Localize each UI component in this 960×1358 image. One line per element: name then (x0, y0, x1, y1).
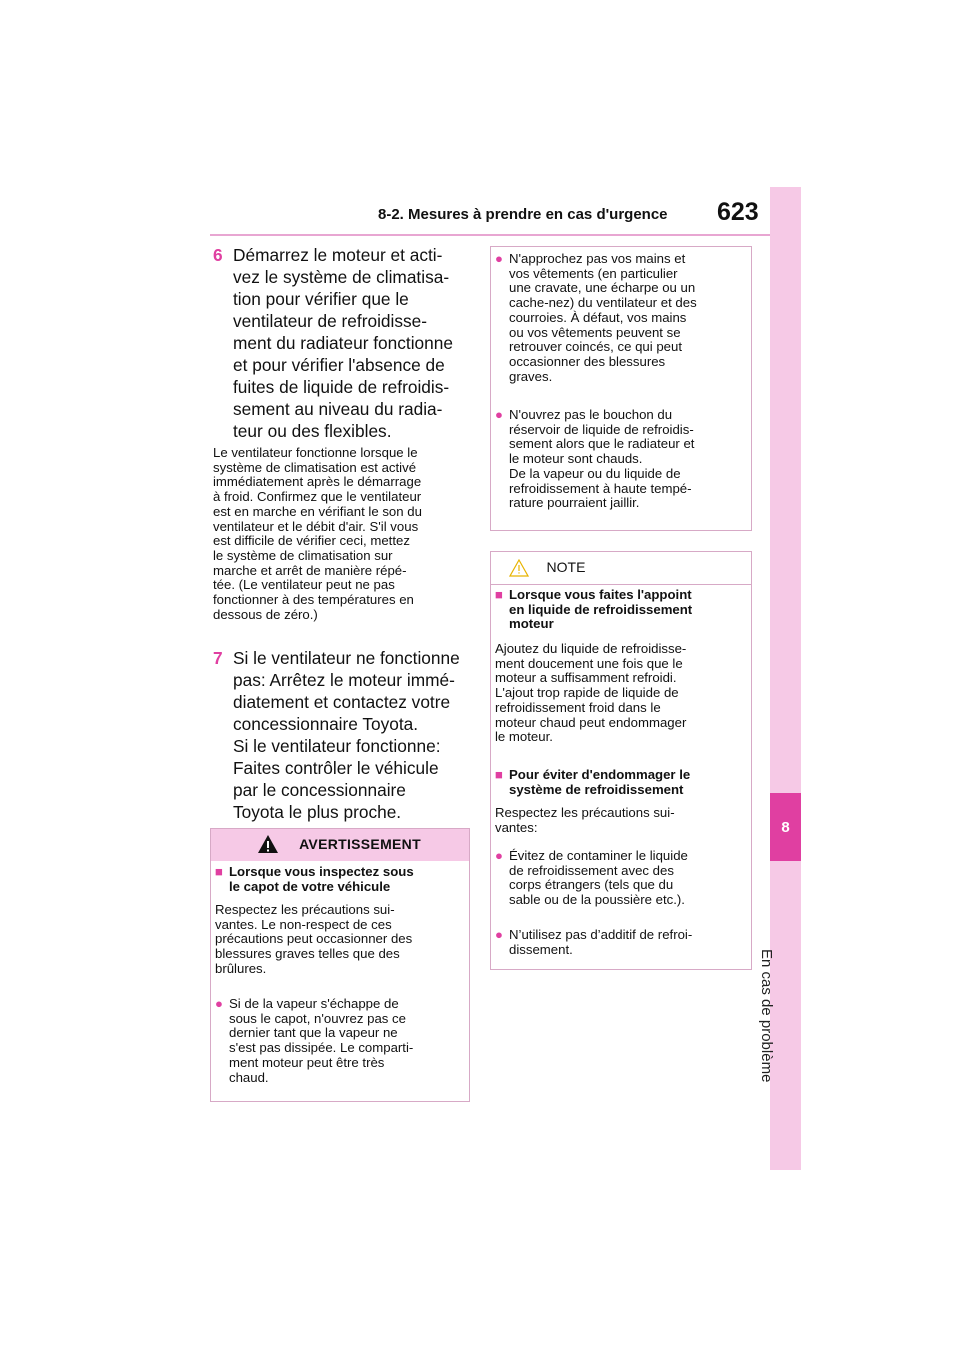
note-heading-1-text: Lorsque vous faites l'appoint en liquide de refroidissement moteur (509, 587, 693, 632)
warning-bullet-3-text: N'ouvrez pas le bouchon du réservoir de liquide de refroidis- sement alors que le radiateur et le moteur sont chauds. De la vapeur ou du liquide de refroidissement à haute tempé- rature pourraient jaillir. (509, 407, 695, 511)
note-bullet-1 (495, 849, 747, 908)
warning-intro: Respectez les précautions sui- vantes. Le non-respect de ces précautions peut occasionner des blessures graves telles que des brûlures. (215, 902, 413, 976)
note-divider (491, 584, 751, 585)
note-heading-1 (495, 588, 747, 632)
note-bullet-1-text: Évitez de contaminer le liquide de refroidissement avec des corps étrangers (tels que du sable ou de la poussière etc.). (509, 848, 688, 908)
step-number: 6 (213, 245, 223, 265)
note-paragraph-1: Ajoutez du liquide de refroidisse- ment doucement une fois que le moteur a suffisamment refroidi. L'ajout trop rapide de liquide de refroidissement froid dans le moteur chaud peut endommager le moteur. (495, 641, 687, 745)
chapter-label (758, 876, 798, 1146)
warning-bullet-2 (495, 252, 747, 384)
step-6-note: Le ventilateur fonctionne lorsque le système de climatisation est activé immédiatement après le démarrage à froid. Confirmez que le ventilateur est en marche en vérifiant le son du ventilateur et le débit d'air. S'il vous est difficile de vérifier ceci, mettez le système de climatisation sur marche et arrêt de manière répé- tée. (Le ventilateur peut ne pas fonctionner à des températures en dessous de zéro.) (213, 445, 422, 622)
chapter-label-text: En cas de problème (758, 949, 775, 1083)
step-text: Si le ventilateur ne fonctionne pas: Arrêtez le moteur immé- diatement et contactez votre concessionnaire Toyota. Si le ventilateur fonctionne: Faites contrôler le véhicule par le concessionnaire Toyota le plus proche. (233, 648, 460, 822)
step-text: Démarrez le moteur et acti- vez le système de climatisa- tion pour vérifier que le ventilateur de refroidisse- ment du radiateur fonctionne et pour vérifier l'absence de fuites de liquide de refroidis- sement au niveau du radia- teur ou des flexibles. (233, 245, 453, 441)
step-7 (213, 647, 468, 823)
step-number: 7 (213, 648, 223, 668)
note-title: NOTE (546, 559, 586, 575)
warning-continued-box (490, 246, 752, 531)
note-paragraph-2: Respectez les précautions sui- vantes: (495, 805, 675, 835)
bullet-icon: ● (495, 407, 503, 422)
square-bullet-icon: ■ (495, 587, 503, 602)
warning-bullet-1-text: Si de la vapeur s'échappe de sous le capot, n'ouvrez pas ce dernier tant que la vapeur ne s'est pas dissipée. Le comparti- ment moteur peut être très chaud. (229, 996, 414, 1085)
warning-heading (215, 865, 465, 894)
square-bullet-icon: ■ (495, 767, 503, 782)
chapter-number: 8 (781, 819, 790, 836)
note-box (490, 551, 752, 970)
bullet-icon: ● (495, 251, 503, 266)
bullet-icon: ● (215, 996, 223, 1011)
step-6 (213, 244, 468, 442)
bullet-icon: ● (495, 848, 503, 863)
square-bullet-icon: ■ (215, 864, 223, 879)
note-heading-2-text: Pour éviter d'endommager le système de refroidissement (509, 767, 691, 797)
warning-bullet-1 (215, 997, 465, 1085)
warning-title: AVERTISSEMENT (299, 836, 421, 852)
note-bullet-2 (495, 928, 747, 957)
section-title: 8-2. Mesures à prendre en cas d'urgence (378, 206, 668, 223)
warning-box (210, 828, 470, 1102)
note-bullet-2-text: N’utilisez pas d’additif de refroi- dissement. (509, 927, 693, 957)
warning-heading-text: Lorsque vous inspectez sous le capot de votre véhicule (229, 864, 414, 894)
note-heading-2 (495, 768, 747, 797)
warning-bullet-2-text: N'approchez pas vos mains et vos vêtements (en particulier une cravate, une écharpe ou un cache-nez) du ventilateur et des courroies. À défaut, vos mains ou vos vêtements peuvent se retrouver coincés, ce qui peut occasionner des blessures graves. (509, 251, 697, 384)
bullet-icon: ● (495, 927, 503, 942)
header-rule (210, 234, 770, 236)
warning-bullet-3 (495, 408, 747, 511)
page-number: 623 (717, 198, 759, 226)
